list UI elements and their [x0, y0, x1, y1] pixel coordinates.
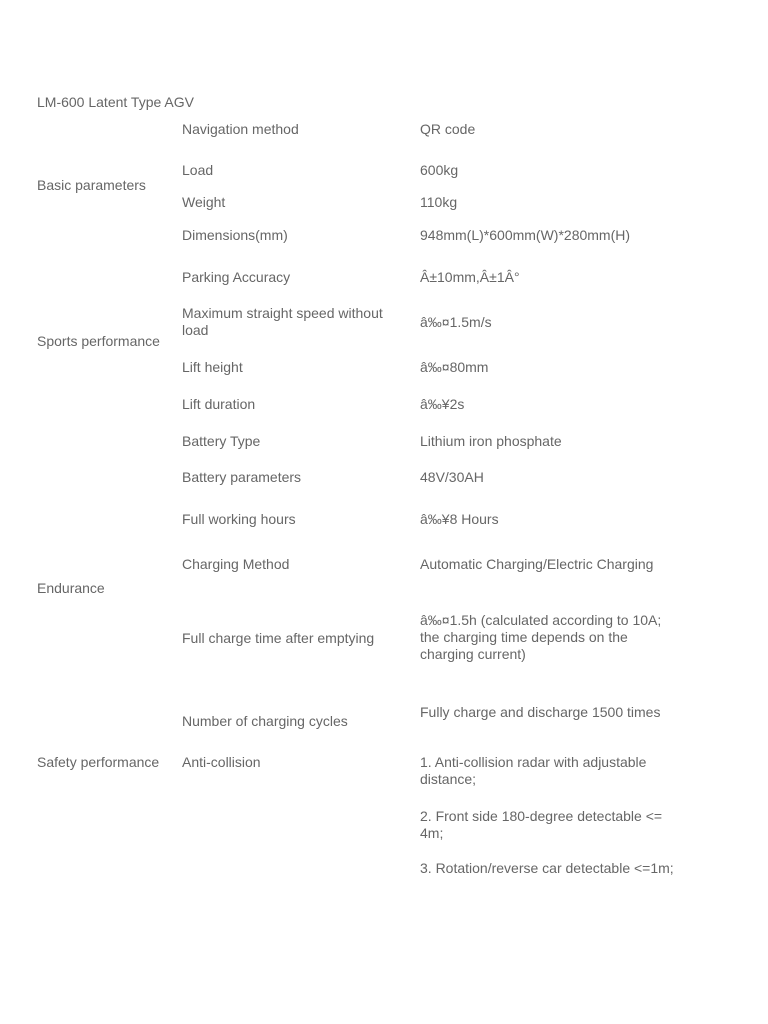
param-name: Load [182, 162, 214, 178]
param-value: â‰¥2s [420, 396, 465, 412]
param-value: Â±10mm,Â±1Â° [420, 269, 520, 285]
param-value: 48V/30AH [420, 469, 484, 485]
param-name: Navigation method [182, 121, 299, 137]
param-value: Lithium iron phosphate [420, 433, 562, 449]
param-value: Automatic Charging/Electric Charging [420, 556, 654, 572]
param-value: 2. Front side 180-degree detectable <= 4m; [420, 808, 663, 841]
param-name: Maximum straight speed without load [182, 305, 383, 338]
param-name: Full working hours [182, 511, 296, 527]
param-value: â‰¤80mm [420, 359, 489, 375]
param-name: Full charge time after emptying [182, 630, 375, 646]
param-value: â‰¤1.5m/s [420, 314, 492, 330]
param-value: Fully charge and discharge 1500 times [420, 704, 661, 720]
param-value: 948mm(L)*600mm(W)*280mm(H) [420, 227, 631, 243]
param-value: â‰¥8 Hours [420, 511, 499, 527]
document-title: LM-600 Latent Type AGV [37, 94, 194, 110]
param-name: Battery Type [182, 433, 261, 449]
param-value: 600kg [420, 162, 459, 178]
param-value: 3. Rotation/reverse car detectable <=1m; [420, 860, 674, 876]
param-name: Number of charging cycles [182, 713, 348, 729]
param-name: Dimensions(mm) [182, 227, 288, 243]
param-value: 1. Anti-collision radar with adjustable distance; [420, 754, 647, 787]
param-value: 110kg [420, 194, 458, 210]
param-value: â‰¤1.5h (calculated according to 10A; the charging time depends on the charging current) [420, 612, 662, 662]
param-name: Anti-collision [182, 754, 261, 770]
category-safety-performance: Safety performance [37, 754, 160, 770]
category-sports-performance: Sports performance [37, 333, 160, 349]
param-name: Lift duration [182, 396, 256, 412]
param-name: Charging Method [182, 556, 290, 572]
param-name: Battery parameters [182, 469, 302, 485]
category-basic-parameters: Basic parameters [37, 177, 146, 193]
param-name: Weight [182, 194, 226, 210]
category-endurance: Endurance [37, 580, 105, 596]
param-name: Parking Accuracy [182, 269, 291, 285]
param-value: QR code [420, 121, 476, 137]
param-name: Lift height [182, 359, 243, 375]
